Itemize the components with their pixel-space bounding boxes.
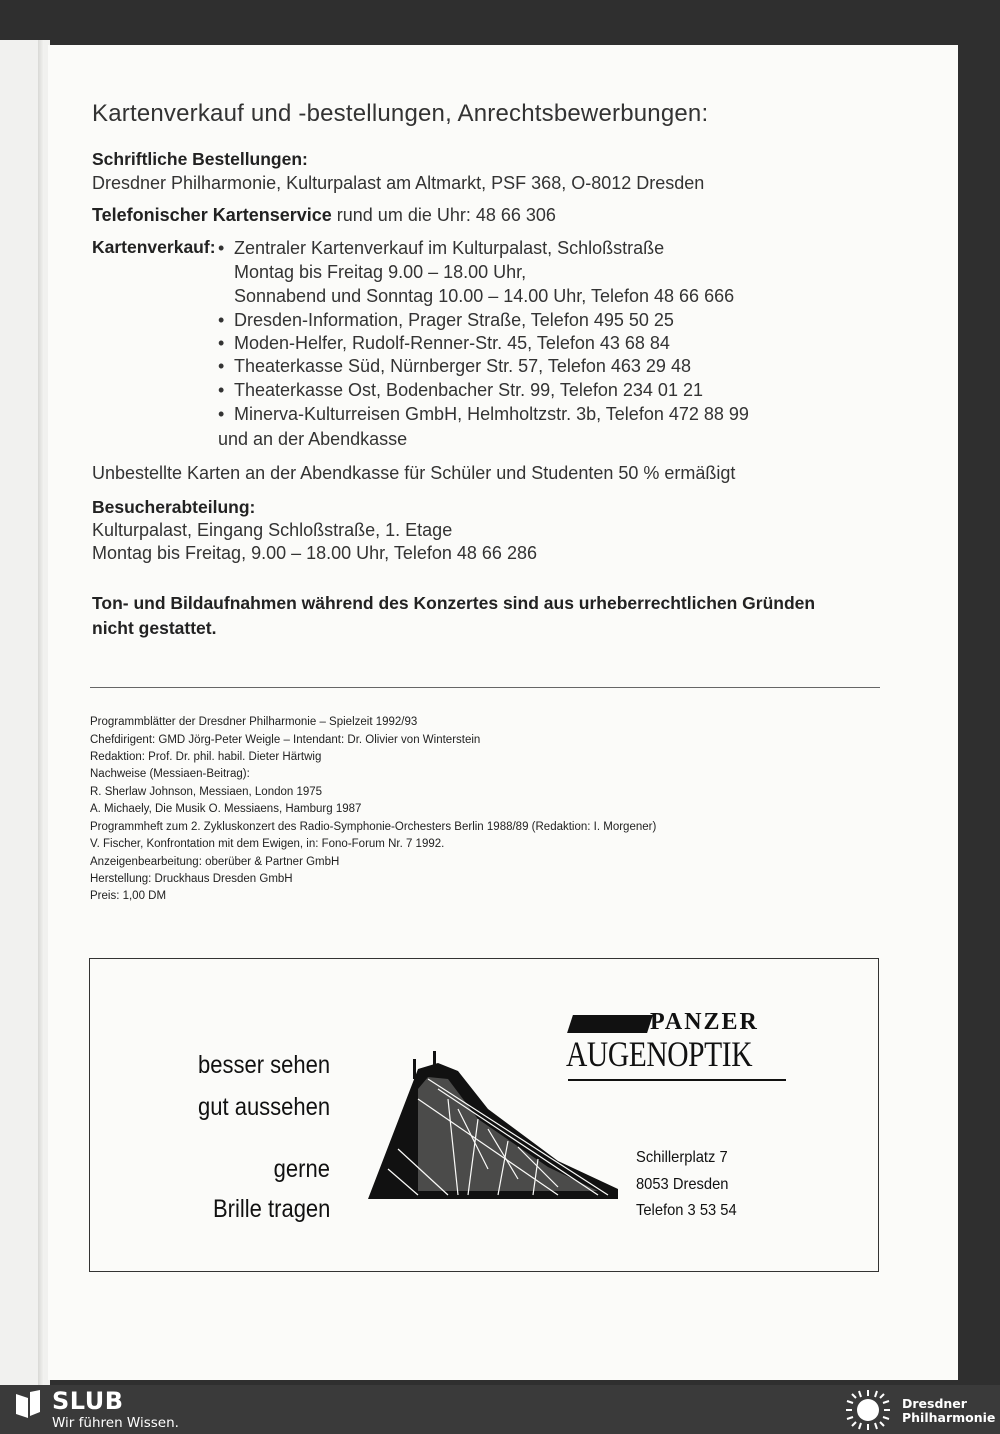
list-item: • Theaterkasse Süd, Nürnberger Str. 57, Telefon 463 29 48	[218, 356, 691, 376]
ad-slogan-line: besser sehen	[197, 1051, 330, 1079]
sales-closing: und an der Abendkasse	[218, 429, 408, 449]
imprint-line: R. Sherlaw Johnson, Messiaen, London 1975	[90, 786, 323, 798]
list-item: • Zentraler Kartenverkauf im Kulturpalast, Schloßstraße	[218, 238, 665, 258]
ad-address-street: Schillerplatz 7	[636, 1149, 728, 1166]
imprint-line: Chefdirigent: GMD Jörg-Peter Weigle – Intendant: Dr. Olivier von Winterstein	[90, 734, 481, 746]
discount-note: Unbestellte Karten an der Abendkasse für Schüler und Studenten 50 % ermäßigt	[92, 463, 736, 483]
ad-slogan-line: gerne	[273, 1155, 330, 1183]
list-item: • Theaterkasse Ost, Bodenbacher Str. 99, Telefon 234 01 21	[218, 380, 703, 400]
section-divider	[90, 687, 880, 688]
page-title: Kartenverkauf und -bestellungen, Anrechtsbewerbungen:	[92, 100, 709, 127]
visitor-dept-heading: Besucherabteilung:	[92, 497, 256, 517]
logo-wordmark-bottom: AUGENOPTIK	[566, 1034, 753, 1074]
slub-book-icon	[14, 1390, 42, 1420]
list-item-continuation: Sonnabend und Sonntag 10.00 – 14.00 Uhr, Telefon 48 66 666	[234, 286, 735, 306]
ad-slogan-line: Brille tragen	[212, 1195, 330, 1223]
list-item: • Minerva-Kulturreisen GmbH, Helmholtzstr. 3b, Telefon 472 88 99	[218, 404, 749, 424]
visitor-dept-hours: Montag bis Freitag, 9.00 – 18.00 Uhr, Telefon 48 66 286	[92, 543, 537, 563]
philharmonie-logo-text[interactable]: Dresdner Philharmonie	[902, 1396, 996, 1425]
list-item-continuation: Montag bis Freitag 9.00 – 18.00 Uhr,	[234, 262, 527, 282]
sales-label: Kartenverkauf:	[92, 237, 216, 257]
imprint-line: Programmheft zum 2. Zykluskonzert des Radio-Symphonie-Orchesters Berlin 1988/89 (Redaktion: I. Morgener)	[90, 821, 657, 833]
phone-service-line	[92, 205, 556, 226]
ad-slogan-line: gut aussehen	[197, 1093, 330, 1121]
imprint-line: V. Fischer, Konfrontation mit dem Ewigen, in: Fono-Forum Nr. 7 1992.	[90, 838, 445, 850]
slub-tagline: Wir führen Wissen.	[52, 1415, 179, 1431]
slub-logo-text[interactable]: SLUB	[52, 1387, 124, 1415]
visitor-dept-location: Kulturpalast, Eingang Schloßstraße, 1. Etage	[92, 520, 453, 540]
optician-advertisement	[89, 958, 879, 1272]
ad-address-city: 8053 Dresden	[636, 1176, 729, 1193]
list-item: • Moden-Helfer, Rudolf-Renner-Str. 45, Telefon 43 68 84	[218, 333, 670, 353]
imprint-line: Preis: 1,00 DM	[90, 890, 167, 902]
logo-wordmark-top: PANZER	[650, 1009, 759, 1035]
recording-notice-line1: Ton- und Bildaufnahmen während des Konzertes sind aus urheberrechtlichen Gründen	[92, 593, 816, 613]
logo-underline	[568, 1079, 786, 1081]
logo-stripe	[567, 1015, 653, 1033]
imprint-line: A. Michaely, Die Musik O. Messiaens, Hamburg 1987	[90, 803, 362, 815]
page-fold-shadow	[38, 40, 44, 1385]
phone-service-text: rund um die Uhr: 48 66 306	[331, 205, 556, 225]
imprint-line: Herstellung: Druckhaus Dresden GmbH	[90, 873, 293, 885]
imprint-line: Redaktion: Prof. Dr. phil. habil. Dieter Härtwig	[90, 751, 322, 763]
ad-address-phone: Telefon 3 53 54	[636, 1202, 737, 1219]
written-orders-heading: Schriftliche Bestellungen:	[92, 149, 308, 169]
recording-notice-line2: nicht gestattet.	[92, 618, 217, 638]
phone-service-label: Telefonischer Kartenservice	[92, 205, 332, 225]
written-orders-address: Dresdner Philharmonie, Kulturpalast am Altmarkt, PSF 368, O-8012 Dresden	[92, 173, 705, 193]
imprint-line: Anzeigenbearbeitung: oberüber & Partner GmbH	[90, 856, 340, 868]
imprint-line: Programmblätter der Dresdner Philharmonie – Spielzeit 1992/93	[90, 716, 418, 728]
list-item: • Dresden-Information, Prager Straße, Telefon 495 50 25	[218, 310, 674, 330]
imprint-line: Nachweise (Messiaen-Beitrag):	[90, 768, 250, 780]
philharmonie-star-icon	[842, 1388, 894, 1432]
